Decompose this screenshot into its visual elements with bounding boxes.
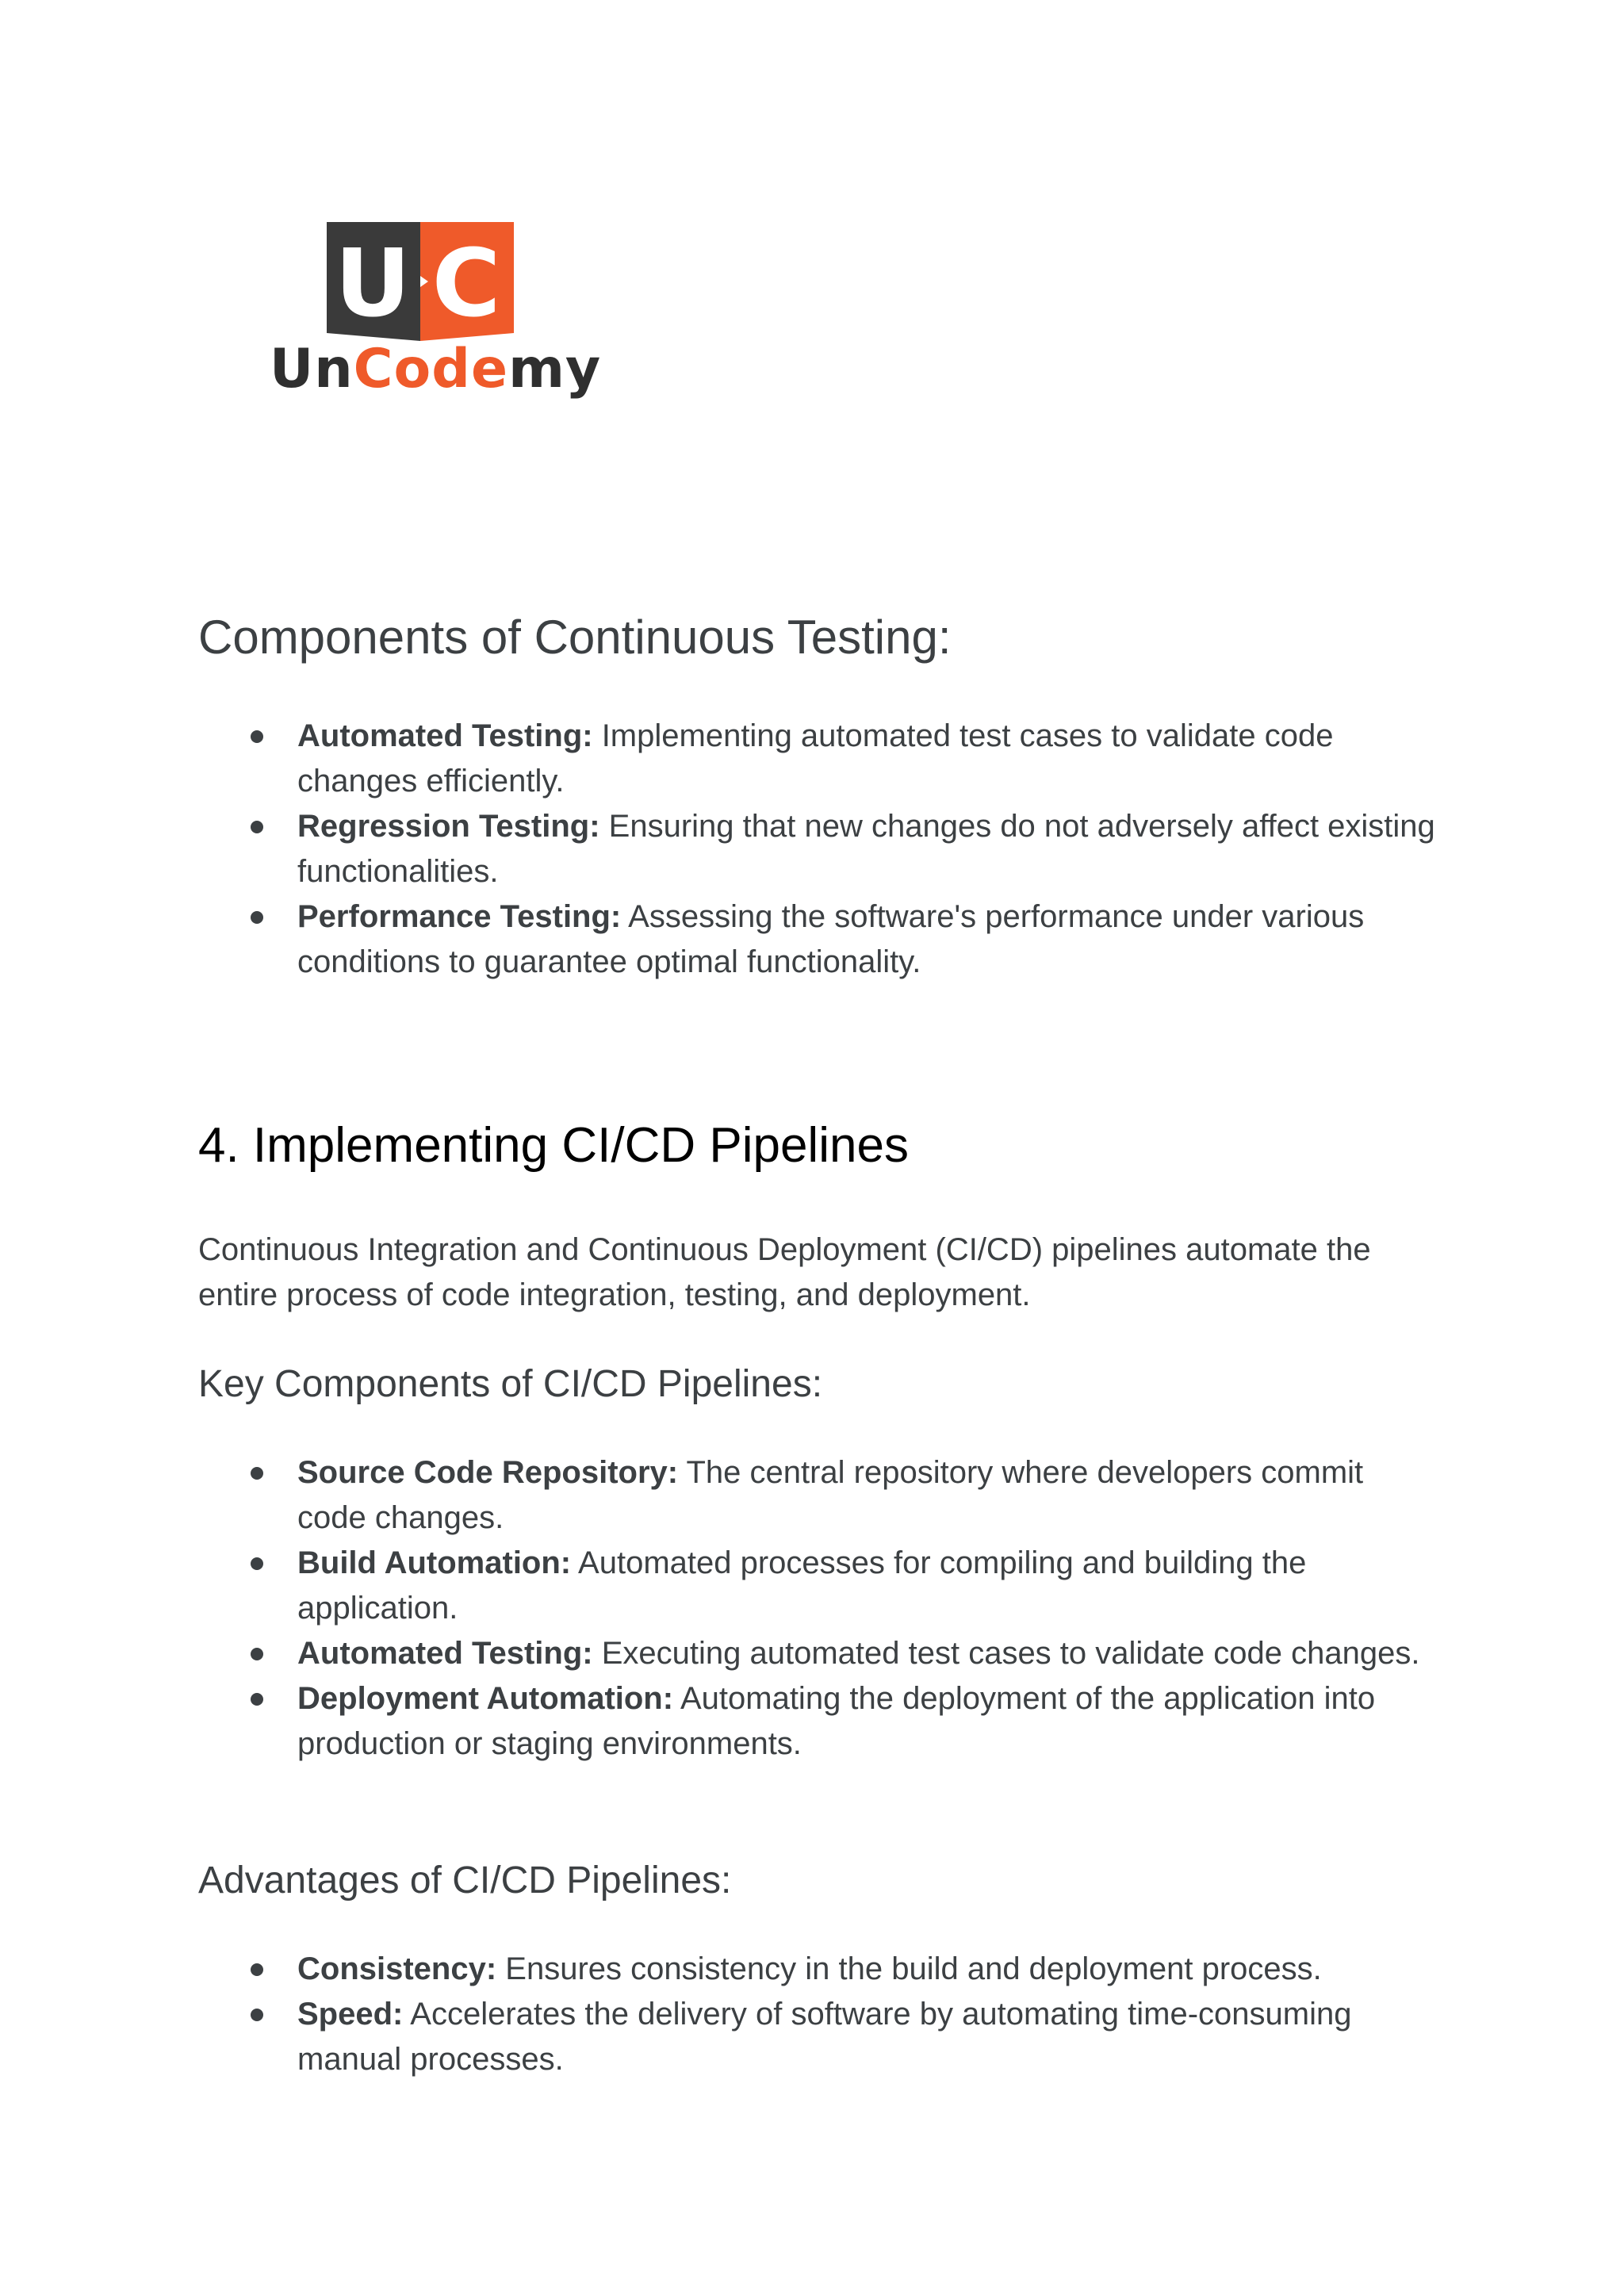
bullet-icon: [251, 821, 263, 833]
list-item: [198, 1992, 1435, 2082]
list-item-text: Accelerates the delivery of software by automating time-consuming manual processes.: [297, 1997, 1352, 2077]
list-item: [198, 894, 1435, 985]
uncodemy-logo-mark-icon: [327, 222, 514, 341]
list-item-term: Regression Testing:: [297, 809, 600, 844]
cicd-advantages-list: [198, 1947, 1435, 2082]
bullet-icon: [251, 1963, 263, 1976]
bullet-icon: [251, 911, 263, 924]
list-item: [198, 804, 1435, 894]
list-item-term: Consistency:: [297, 1951, 497, 1986]
list-item: [198, 714, 1435, 804]
list-item-text: Assessing the software's performance under various conditions to guarantee optimal functionality.: [297, 899, 1365, 979]
bullet-icon: [251, 1648, 263, 1660]
list-item-term: Build Automation:: [297, 1545, 572, 1580]
list-item: [198, 1676, 1435, 1767]
wordmark-part-code: Code: [353, 338, 509, 400]
bullet-icon: [251, 1467, 263, 1480]
list-item-term: Performance Testing:: [297, 899, 622, 934]
logo-wordmark: [270, 338, 602, 400]
list-item-text: Automating the deployment of the application into production or staging environments.: [297, 1681, 1376, 1761]
wordmark-part-un: Un: [270, 338, 354, 400]
list-item-term: Automated Testing:: [297, 1636, 593, 1671]
cicd-key-components-list: [198, 1450, 1435, 1767]
list-item-term: Speed:: [297, 1997, 404, 2032]
list-item: [198, 1450, 1435, 1541]
bullet-icon: [251, 2009, 263, 2021]
cicd-key-components-heading: Key Components of CI/CD Pipelines:: [198, 1363, 823, 1405]
cicd-section-title: 4. Implementing CI/CD Pipelines: [198, 1118, 909, 1173]
list-item-text: The central repository where developers commit code changes.: [297, 1455, 1364, 1535]
bullet-icon: [251, 1557, 263, 1570]
list-item-term: Source Code Repository:: [297, 1455, 679, 1490]
list-item-text: Automated processes for compiling and building the application.: [297, 1545, 1307, 1626]
bullet-icon: [251, 730, 263, 743]
list-item-text: Executing automated test cases to validate code changes.: [592, 1636, 1420, 1671]
uncodemy-logo: [270, 214, 602, 428]
list-item-term: Deployment Automation:: [297, 1681, 674, 1716]
list-item-text: Ensuring that new changes do not adversely affect existing functionalities.: [297, 809, 1435, 889]
list-item-text: Implementing automated test cases to validate code changes efficiently.: [297, 718, 1334, 798]
continuous-testing-heading: Components of Continuous Testing:: [198, 611, 952, 664]
list-item: [198, 1631, 1435, 1676]
wordmark-part-my: my: [508, 338, 602, 400]
logo-mark-c: C: [431, 228, 501, 338]
logo-mark-u: U: [335, 228, 411, 338]
list-item-term: Automated Testing:: [297, 718, 593, 753]
bullet-icon: [251, 1693, 263, 1706]
list-item: [198, 1947, 1435, 1992]
list-item: [198, 1541, 1435, 1631]
cicd-intro-paragraph: Continuous Integration and Continuous Deployment (CI/CD) pipelines automate the entire process of code integration, testing, and deployment.: [198, 1232, 1371, 1312]
continuous-testing-list: [198, 714, 1435, 985]
list-item-text: Ensures consistency in the build and deployment process.: [496, 1951, 1322, 1986]
cicd-advantages-heading: Advantages of CI/CD Pipelines:: [198, 1859, 732, 1901]
